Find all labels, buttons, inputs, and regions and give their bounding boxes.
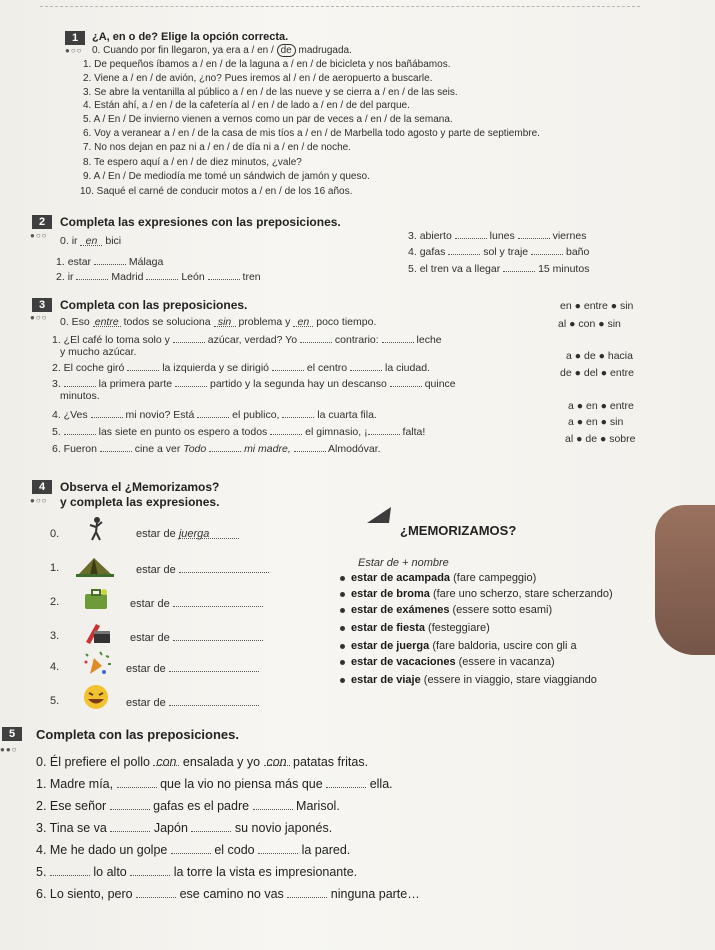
answer-blank[interactable] [368,424,400,435]
options-box: a ● en ● entre [568,400,634,412]
answer-blank[interactable] [282,407,314,418]
answer-blank[interactable] [127,360,159,371]
answer-blank[interactable] [518,228,550,239]
difficulty-dots: ●○○ [65,46,83,55]
exercise-line: y mucho azúcar. [60,346,137,358]
exercise-line: 9. A / En / De mediodía me tomé un sándwich de jamón y queso. [83,171,370,182]
item-number: 2. [50,596,60,608]
expression-line: estar de [136,562,269,576]
memo-item: estar de viaje (essere in viaggio, stare viaggiando [340,674,597,686]
answer-blank[interactable] [64,376,96,387]
answer-blank[interactable] [382,332,414,343]
answer-blank[interactable] [209,441,241,452]
answer-blank[interactable] [110,799,150,810]
answer-blank[interactable] [173,630,263,641]
answer-blank[interactable] [294,441,326,452]
exercise-title: Observa el ¿Memorizamos? [60,480,220,494]
memo-title: ¿MEMORIZAMOS? [400,523,517,538]
memo-item: estar de fiesta (festeggiare) [340,622,490,634]
exercise-number: 1 [65,31,85,45]
exercise-subtitle: y completa las expresiones. [60,495,220,509]
exercise-title: Completa con las preposiciones. [60,298,248,312]
answer-blank[interactable]: en [293,316,313,327]
answer-blank[interactable]: sin [214,316,236,327]
memo-item: estar de vacaciones (essere in vacanza) [340,656,555,668]
thumb-photo [655,505,715,655]
exercise-line: 6. Fueron cine a ver Todo mi madre, Almodóvar. [52,443,381,455]
expression-line: 4. gafas sol y traje baño [408,246,590,258]
options-box: a ● en ● sin [568,416,624,428]
exercise-number: 5 [2,727,22,741]
exercise-line: 5. las siete en punto os espero a todos el gimnasio, ¡ falta! [52,426,426,438]
exercise-number: 2 [32,215,52,229]
expression-line: estar de [126,695,259,709]
memo-item: estar de exámenes (essere sotto esami) [340,604,552,616]
exercise-line: 3. Se abre la ventanilla al público a / en / de las nueve y se cierra a / en / de las seis. [83,87,458,98]
tent-icon [76,555,114,577]
answer-blank[interactable] [91,407,123,418]
item-number: 1. [50,562,60,574]
exercise-title: ¿A, en o de? Elige la opción correcta. [92,31,289,43]
answer-blank[interactable] [110,821,150,832]
options-box: al ● con ● sin [558,318,621,330]
answer-blank[interactable] [50,865,90,876]
answer-blank[interactable]: con [153,755,179,766]
exercise-line: 4. ¿Ves mi novio? Está el publico, la cuarta fila. [52,409,377,421]
answer-blank[interactable] [175,376,207,387]
answer-blank[interactable] [503,261,535,272]
exercise-line: 4. Me he dado un golpe el codo la pared. [36,843,351,857]
circled-answer: de [277,44,296,57]
options-box: en ● entre ● sin [560,300,634,312]
answer-blank[interactable] [173,332,205,343]
exercise-line: 6. Lo siento, pero ese camino no vas ninguna parte… [36,887,420,901]
exercise-line: 3. la primera parte partido y la segunda hay un descanso quince [52,378,456,390]
exercise-line: 6. Voy a veranear a / en / de la casa de mis tíos a / en / de Marbella todo agosto y parte de septiembre. [83,128,540,139]
exercise-number: 4 [32,480,52,494]
answer-blank[interactable] [169,695,259,706]
answer-blank[interactable] [531,244,563,255]
answer-blank[interactable] [448,244,480,255]
exercise-line: 5. A / En / De invierno vienen a vernos como un par de veces a / en / de la semana. [83,114,453,125]
answer-blank[interactable] [146,269,178,280]
options-box: al ● de ● sobre [565,433,636,445]
expression-line: estar de [130,596,263,610]
answer-blank[interactable] [270,424,302,435]
answer-blank[interactable] [171,843,211,854]
answer-blank[interactable]: con [264,755,290,766]
answer-blank[interactable] [350,360,382,371]
answer-blank[interactable] [455,228,487,239]
expression-line: estar de juerga [136,528,239,540]
exercise-line: 1. Madre mía, que la vio no piensa más que ella. [36,777,393,791]
answer-blank[interactable] [94,254,126,265]
expression-line: 3. abierto lunes viernes [408,230,587,242]
exercise-line: 2. Ese señor gafas es el padre Marisol. [36,799,340,813]
answer-blank[interactable] [179,562,269,573]
exercise-line: 0. Él prefiere el pollo con ensalada y yo con patatas fritas. [36,755,369,769]
expression-line: estar de [126,661,259,675]
item-number: 0. [50,528,60,540]
exercise-number: 3 [32,298,52,312]
exercise-line: 1. De pequeños íbamos a / en / de la laguna a / en / de bicicleta y nos bañábamos. [83,59,451,70]
exercise-line: 8. Te espero aquí a / en / de diez minutos, ¿vale? [83,157,302,168]
answer-blank[interactable] [191,821,231,832]
answer-blank[interactable] [287,887,327,898]
laughing-face-icon [80,682,112,710]
exercise-line: 1. ¿El café lo toma solo y azúcar, verdad? Yo contrario: leche [52,334,442,346]
answer-blank[interactable] [258,843,298,854]
answer-blank[interactable] [253,799,293,810]
answer-blank[interactable] [173,596,263,607]
answer-blank[interactable] [100,441,132,452]
books-icon [82,620,112,646]
exercise-title: Completa las expresiones con las preposiciones. [60,215,341,229]
expression-line: estar de [130,630,263,644]
exercise-line: 2. El coche giró la izquierda y se dirigió el centro la ciudad. [52,362,430,374]
exercise-line: 0. Cuando por fin llegaron, ya era a / en / de madrugada. [92,45,352,56]
suitcase-icon [82,587,110,611]
exercise-line: minutos. [60,390,100,402]
expression-line: 1. estar Málaga [56,256,164,268]
item-number: 4. [50,661,60,673]
pennant-icon [365,505,393,525]
difficulty-dots: ●○○ [30,231,48,240]
party-icon [80,648,114,678]
exercise-line: 2. Viene a / en / de avión, ¿no? Pues iremos al / en / de aeropuerto a buscarle. [83,73,433,84]
answer-blank[interactable] [208,269,240,280]
exercise-title: Completa con las preposiciones. [36,727,239,742]
exercise-line: 10. Saqué el carné de conducir motos a / en / de los 16 años. [80,186,353,197]
options-box: de ● del ● entre [560,367,634,379]
answer-blank[interactable] [390,376,422,387]
dancing-person-icon [86,516,106,542]
answer-blank[interactable] [136,887,176,898]
item-number: 3. [50,630,60,642]
exercise-line: 4. Están ahí, a / en / de la cafetería al / en / de lado a / en / de del parque. [83,100,410,111]
answer-blank[interactable] [130,865,170,876]
memo-subtitle: Estar de + nombre [358,557,449,569]
answer-blank[interactable]: en [80,235,102,246]
difficulty-dots: ●●○ [0,745,18,754]
top-dashed-line [40,6,640,7]
answer-blank[interactable] [326,777,366,788]
answer-blank[interactable]: entre [93,316,121,327]
answer-blank[interactable] [117,777,157,788]
expression-line: 0. ir en bici [60,235,122,247]
difficulty-dots: ●○○ [30,313,48,322]
memo-item: estar de broma (fare uno scherzo, stare scherzando) [340,588,613,600]
exercise-line: 5. lo alto la torre la vista es impresionante. [36,865,358,879]
answer-blank[interactable] [197,407,229,418]
answer-blank[interactable] [76,269,108,280]
answer-blank[interactable] [300,332,332,343]
memo-item: estar de juerga (fare baldoria, uscire con gli a [340,640,577,652]
difficulty-dots: ●○○ [30,496,48,505]
exercise-line: 3. Tina se va Japón su novio japonés. [36,821,333,835]
expression-line: 2. ir Madrid León tren [56,271,261,283]
options-box: a ● de ● hacia [566,350,633,362]
answer-blank[interactable]: juerga [179,528,239,539]
memo-item: estar de acampada (fare campeggio) [340,572,536,584]
item-number: 5. [50,695,60,707]
answer-blank[interactable] [272,360,304,371]
answer-blank[interactable] [169,661,259,672]
exercise-line: 0. Eso entre todos se soluciona sin problema y en poco tiempo. [60,316,377,328]
answer-blank[interactable] [64,424,96,435]
expression-line: 5. el tren va a llegar 15 minutos [408,263,590,275]
exercise-line: 7. No nos dejan en paz ni a / en / de día ni a / en / de noche. [83,142,351,153]
